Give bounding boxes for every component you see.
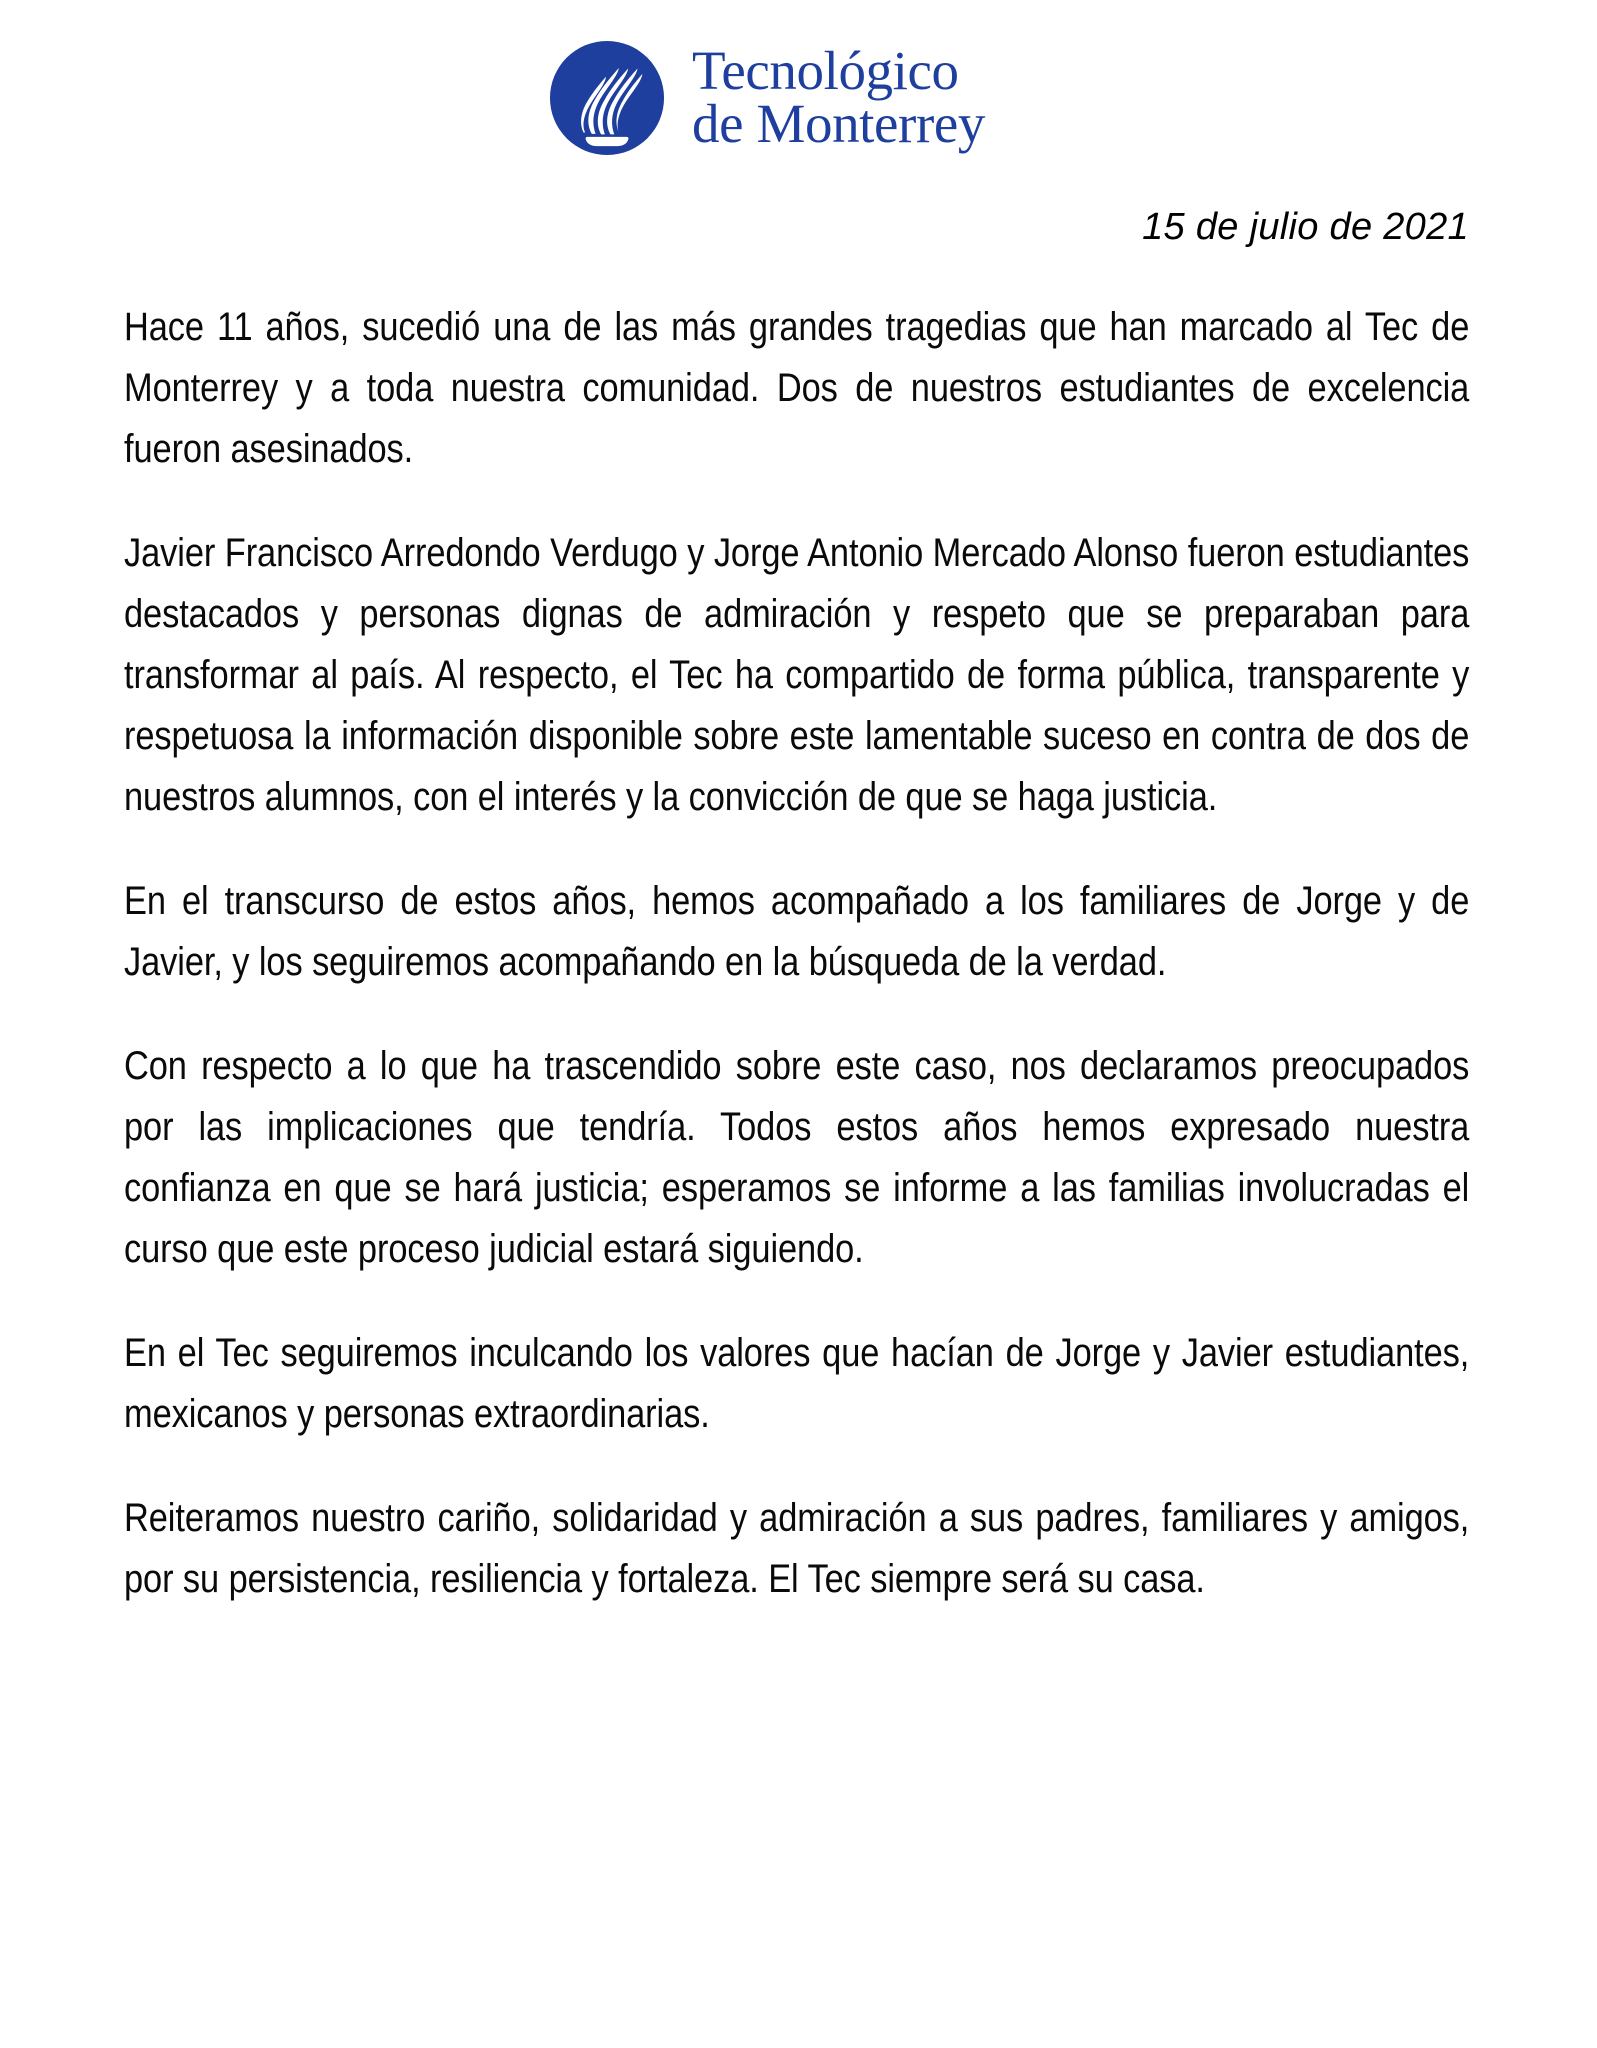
- paragraph: Hace 11 años, sucedió una de las más grandes tragedias que han marcado al Tec de Monterrey y a toda nuestra comunidad. Dos de nuestros estudiantes de excelencia fueron asesinados.: [124, 305, 1470, 471]
- paragraph: Con respecto a lo que ha trascendido sobre este caso, nos declaramos preocupados por las implicaciones que tendría. Todos estos años hemos expresado nuestra confianza en que se hará justicia; esperamos se informe a las familias involucradas el curso que este proceso judicial estará siguiendo.: [124, 1044, 1470, 1271]
- tec-logo-wordmark: [692, 40, 986, 154]
- paragraph: Javier Francisco Arredondo Verdugo y Jorge Antonio Mercado Alonso fueron estudiantes destacados y personas dignas de admiración y respeto que se preparaban para transformar al país. Al respecto, el Tec ha compartido de forma pública, transparente y respetuosa la información disponible sobre este lamentable suceso en contra de dos de nuestros alumnos, con el interés y la convicción de que se haga justicia.: [124, 531, 1470, 819]
- logo-wordmark-line-2: de Monterrey: [692, 93, 986, 154]
- document-date: 15 de julio de 2021: [1142, 206, 1469, 248]
- paragraph: En el transcurso de estos años, hemos acompañado a los familiares de Jorge y de Javier, y los seguiremos acompañando en la búsqueda de la verdad.: [124, 879, 1470, 984]
- statement-body: [0, 297, 1597, 1610]
- paragraph: Reiteramos nuestro cariño, solidaridad y admiración a sus padres, familiares y amigos, por su persistencia, resiliencia y fortaleza. El Tec siempre será su casa.: [124, 1496, 1470, 1601]
- date-row: [0, 206, 1597, 249]
- paragraph: En el Tec seguiremos inculcando los valores que hacían de Jorge y Javier estudiantes, mexicanos y personas extraordinarias.: [124, 1331, 1470, 1436]
- tec-de-monterrey-flame-emblem-icon: [548, 39, 666, 157]
- tec-logo-lockup: [548, 39, 985, 157]
- logo-wordmark-line-1: Tecnológico: [692, 40, 959, 102]
- letterhead: [0, 0, 1597, 154]
